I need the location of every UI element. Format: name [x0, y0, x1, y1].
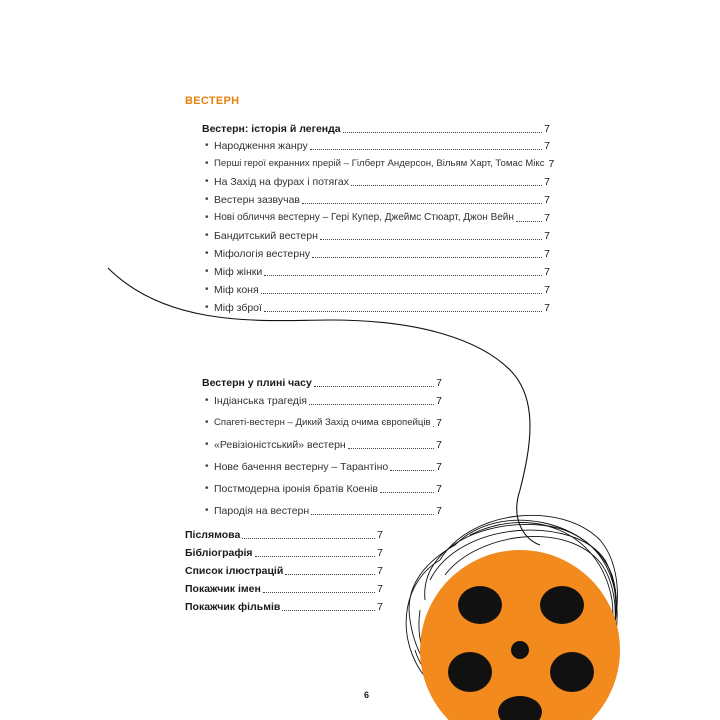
toc-back-matter-item[interactable] — [185, 597, 383, 613]
toc-page-number: 7 — [544, 266, 550, 278]
leader-dots — [433, 426, 435, 427]
bullet: • — [205, 140, 209, 151]
toc-page-number: 7 — [544, 248, 550, 260]
toc-item-title: Міф жінки — [214, 266, 263, 278]
leader-dots — [320, 239, 542, 240]
toc-page-number: 7 — [544, 212, 550, 224]
toc-item-title: Постмодерна іронія братів Коенів — [214, 483, 378, 495]
toc-item[interactable] — [214, 244, 550, 260]
leader-dots — [263, 592, 375, 593]
leader-dots — [264, 311, 542, 312]
leader-dots — [255, 556, 376, 557]
leader-dots — [390, 470, 434, 471]
toc-item-title: Бібліографія — [185, 547, 253, 559]
toc-back-matter-item[interactable] — [185, 561, 383, 577]
leader-dots — [343, 132, 543, 133]
leader-dots — [516, 221, 542, 222]
toc-item-title: Міф коня — [214, 284, 259, 296]
toc-page-number: 7 — [544, 284, 550, 296]
toc-heading[interactable] — [202, 119, 550, 135]
toc-item-title: Нове бачення вестерну – Тарантіно — [214, 461, 389, 473]
leader-dots — [285, 574, 375, 575]
bullet: • — [205, 395, 209, 406]
leader-dots — [310, 149, 542, 150]
toc-page-number: 7 — [377, 565, 383, 577]
leader-dots — [264, 275, 542, 276]
toc-page-number: 7 — [436, 505, 442, 517]
toc-item-title: Покажчик імен — [185, 583, 261, 595]
bullet: • — [205, 194, 209, 205]
leader-dots — [261, 293, 542, 294]
bullet: • — [205, 248, 209, 259]
toc-item[interactable] — [214, 208, 550, 224]
toc-item-title: Міф зброї — [214, 302, 262, 314]
toc-item-title: Післямова — [185, 529, 241, 541]
leader-dots — [282, 610, 375, 611]
leader-dots — [242, 538, 375, 539]
toc-heading-title: Вестерн у плині часу — [202, 377, 312, 389]
toc-item-title: Покажчик фільмів — [185, 601, 281, 613]
toc-item-title: Народження жанру — [214, 140, 308, 152]
toc-page-number: 7 — [377, 583, 383, 595]
toc-item[interactable] — [214, 391, 442, 407]
bullet: • — [205, 266, 209, 277]
bullet: • — [205, 417, 209, 428]
toc-item-title: Список ілюстрацій — [185, 565, 284, 577]
section-title: ВЕСТЕРН — [185, 95, 240, 107]
leader-dots — [302, 203, 542, 204]
leader-dots — [348, 448, 434, 449]
page-number: 6 — [364, 690, 370, 700]
leader-dots — [314, 386, 434, 387]
leader-dots — [351, 185, 542, 186]
toc-item[interactable] — [214, 413, 442, 429]
toc-item[interactable] — [214, 172, 550, 188]
toc-item-title: Пародія на вестерн — [214, 505, 310, 517]
bullet: • — [205, 302, 209, 313]
bullet: • — [205, 505, 209, 516]
toc-back-matter-item[interactable] — [185, 579, 383, 595]
toc-item-title: На Захід на фурах і потягах — [214, 176, 349, 188]
toc-item[interactable] — [214, 280, 550, 296]
toc-item[interactable] — [214, 298, 550, 314]
toc-page-number: 7 — [377, 547, 383, 559]
toc-item-title: «Ревізіоністський» вестерн — [214, 439, 346, 451]
toc-page-number: 7 — [436, 417, 442, 429]
toc-page-number: 7 — [544, 140, 550, 152]
bullet: • — [205, 176, 209, 187]
bullet: • — [205, 284, 209, 295]
toc-item-title: Спагеті-вестерн – Дикий Захід очима європейців — [214, 417, 431, 428]
toc-page-number: 7 — [377, 529, 383, 541]
toc-page-number: 7 — [436, 395, 442, 407]
toc-page-number: 7 — [436, 439, 442, 451]
toc-page-number: 7 — [544, 302, 550, 314]
toc-item[interactable] — [214, 501, 442, 517]
bullet: • — [205, 158, 209, 169]
bullet: • — [205, 483, 209, 494]
toc-page-number: 7 — [377, 601, 383, 613]
leader-dots — [312, 257, 542, 258]
toc-item[interactable] — [214, 154, 555, 170]
bullet: • — [205, 461, 209, 472]
leader-dots — [311, 514, 434, 515]
toc-item[interactable] — [214, 479, 442, 495]
toc-back-matter-item[interactable] — [185, 543, 383, 559]
bullet: • — [205, 212, 209, 223]
toc-item[interactable] — [214, 435, 442, 451]
leader-dots — [380, 492, 434, 493]
toc-item-title: Перші герої екранних прерій – Гілберт Андерсон, Вільям Харт, Томас Мікс — [214, 158, 545, 169]
bullet: • — [205, 230, 209, 241]
toc-page-number: 7 — [544, 230, 550, 242]
toc-item-title: Міфологія вестерну — [214, 248, 311, 260]
toc-item[interactable] — [214, 262, 550, 278]
toc-page-number: 7 — [544, 176, 550, 188]
toc-item[interactable] — [214, 226, 550, 242]
toc-heading[interactable] — [202, 373, 442, 389]
toc-item-title: Індіанська трагедія — [214, 395, 307, 407]
toc-item[interactable] — [214, 190, 550, 206]
toc-page-number: 7 — [544, 194, 550, 206]
leader-dots — [309, 404, 434, 405]
toc-back-matter-item[interactable] — [185, 525, 383, 541]
toc-page-number: 7 — [436, 377, 442, 389]
toc-item[interactable] — [214, 457, 442, 473]
toc-item-title: Вестерн зазвучав — [214, 194, 301, 206]
toc-page-number: 7 — [436, 483, 442, 495]
toc-item-title: Нові обличчя вестерну – Гері Купер, Джеймс Стюарт, Джон Вейн — [214, 212, 514, 223]
toc-page-number: 7 — [544, 123, 550, 135]
bullet: • — [205, 439, 209, 450]
toc-item[interactable] — [214, 136, 550, 152]
toc-heading-title: Вестерн: історія й легенда — [202, 123, 341, 135]
film-reel-icon — [420, 550, 620, 720]
toc-page-number: 7 — [548, 158, 555, 170]
toc-page-number: 7 — [436, 461, 442, 473]
toc-item-title: Бандитський вестерн — [214, 230, 318, 242]
